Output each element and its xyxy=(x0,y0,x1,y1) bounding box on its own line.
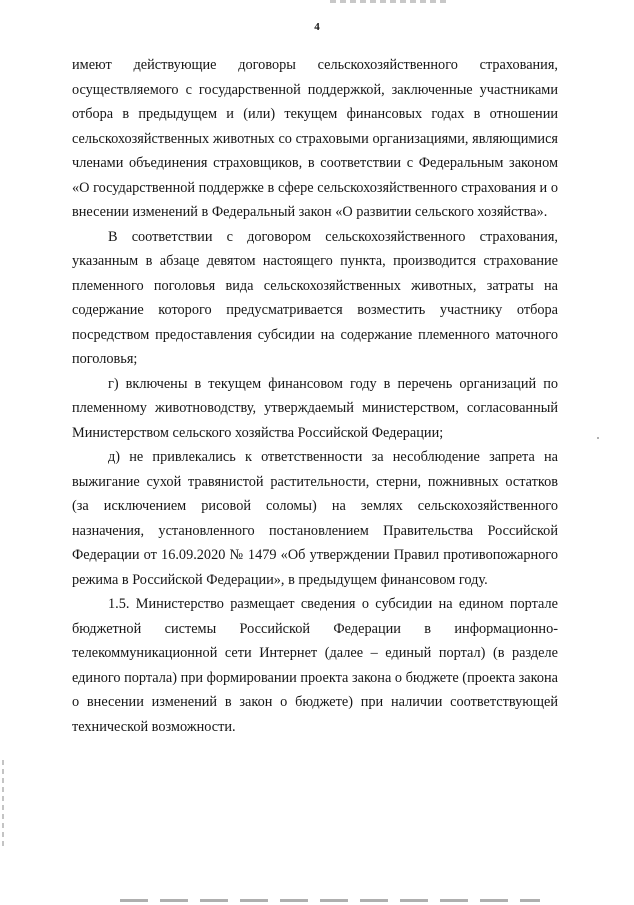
paragraph-item-d: д) не привлекались к ответственности за несоблюдение запрета на выжигание сухой травянистой растительности, стерни, пожнивных остатков (за исключением рисовой соломы) на землях сельскохозяйственного назначения, установленного постановлением Правительства Российской Федерации от 16.09.2020 № 1479 «Об утверждении Правил противопожарного режима в Российской Федерации», в предыдущем финансовом году. xyxy=(72,449,558,588)
scan-artifact-bottom xyxy=(120,899,540,902)
document-body xyxy=(72,53,558,739)
page-number: 4 xyxy=(314,21,320,33)
scan-artifact-left xyxy=(2,760,4,850)
paragraph-insurance-contracts: имеют действующие договоры сельскохозяйственного страхования, осуществляемого с государственной поддержкой, заключенные участниками отбора в предыдущем и (или) текущем финансовых годах в отношении сельскохозяйственных животных со страховыми организациями, являющимися членами объединения страховщиков, в соответствии с Федеральным законом «О государственной поддержке в сфере сельскохозяйственного страхования и о внесении изменений в Федеральный закон «О развитии сельского хозяйства». xyxy=(72,57,558,220)
scan-artifact-dot xyxy=(597,437,599,439)
paragraph-insurance-scope: В соответствии с договором сельскохозяйственного страхования, указанным в абзаце девятом настоящего пункта, производится страхование племенного поголовья вида сельскохозяйственных животных, затраты на содержание которого предусматривается возместить участнику отбора посредством предоставления субсидии на содержание племенного маточного поголовья; xyxy=(72,228,558,367)
paragraph-1-5: 1.5. Министерство размещает сведения о субсидии на едином портале бюджетной системы Российской Федерации в информационно-телекоммуникационной сети Интернет (далее – единый портал) (в разделе единого портала) при формировании проекта закона о бюджете (проекта закона о внесении изменений в закон о бюджете) при наличии соответствующей технической возможности. xyxy=(72,596,558,735)
paragraph-item-g: г) включены в текущем финансовом году в перечень организаций по племенному животноводству, утверждаемый министерством, согласованный Министерством сельского хозяйства Российской Федерации; xyxy=(72,375,558,441)
scan-artifact-top xyxy=(330,0,450,3)
